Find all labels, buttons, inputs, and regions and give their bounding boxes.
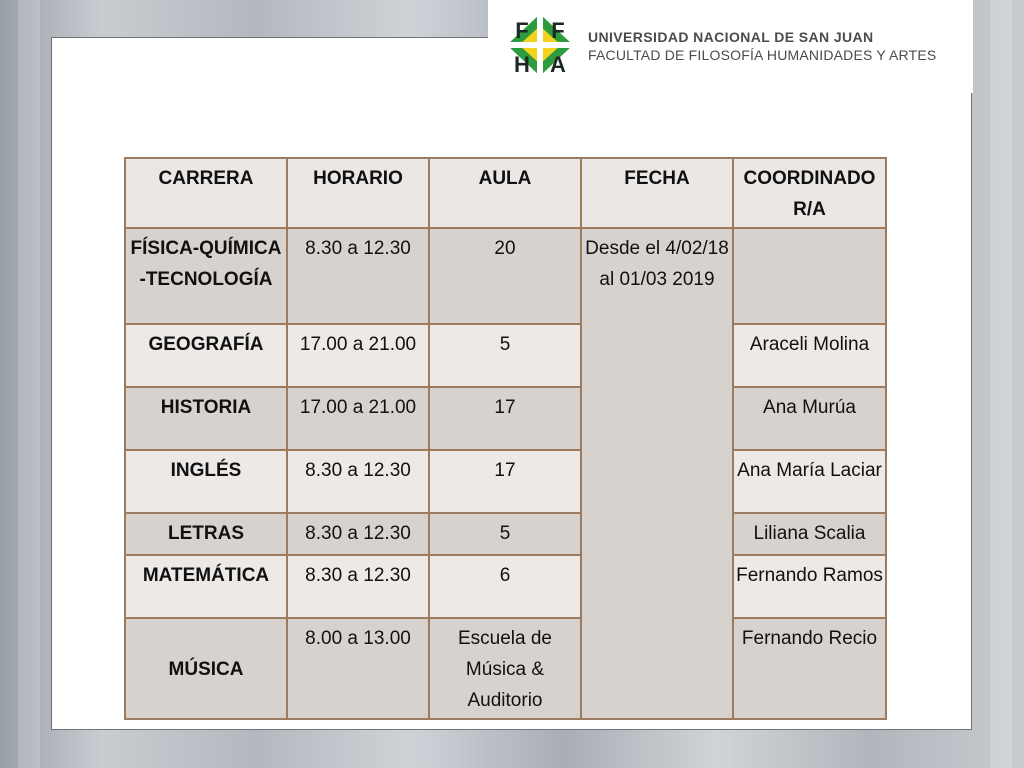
hours-cell: 8.00 a 13.00	[287, 618, 429, 719]
career-cell: HISTORIA	[125, 387, 287, 450]
coordinator-cell: Ana Murúa	[733, 387, 886, 450]
header-coordinator: COORDINADOR/A	[733, 158, 886, 228]
hours-cell: 17.00 a 21.00	[287, 387, 429, 450]
table-row	[125, 324, 886, 387]
header-career: CARRERA	[125, 158, 287, 228]
hours-cell: 8.30 a 12.30	[287, 555, 429, 618]
coordinator-cell: Fernando Recio	[733, 618, 886, 719]
logo-letter: F	[515, 18, 529, 43]
career-cell: MATEMÁTICA	[125, 555, 287, 618]
coordinator-cell: Fernando Ramos	[733, 555, 886, 618]
hours-cell: 8.30 a 12.30	[287, 228, 429, 324]
header-room: AULA	[429, 158, 581, 228]
coordinator-cell: Araceli Molina	[733, 324, 886, 387]
background-stripe	[18, 0, 40, 768]
logo-letter: H	[514, 52, 530, 76]
room-cell: 20	[429, 228, 581, 324]
hours-cell: 17.00 a 21.00	[287, 324, 429, 387]
table-row	[125, 228, 886, 324]
header-date: FECHA	[581, 158, 733, 228]
room-cell: 6	[429, 555, 581, 618]
header-hours: HORARIO	[287, 158, 429, 228]
room-cell: 5	[429, 513, 581, 555]
room-cell: 17	[429, 387, 581, 450]
table-row	[125, 450, 886, 513]
coordinator-cell: Liliana Scalia	[733, 513, 886, 555]
institution-heading	[588, 28, 936, 64]
ffha-logo-icon	[507, 14, 573, 76]
career-cell: LETRAS	[125, 513, 287, 555]
table-row	[125, 618, 886, 719]
table-row	[125, 555, 886, 618]
hours-cell: 8.30 a 12.30	[287, 513, 429, 555]
room-cell: 17	[429, 450, 581, 513]
coordinator-cell	[733, 228, 886, 324]
date-range-cell: Desde el 4/02/18 al 01/03 2019	[581, 228, 733, 719]
schedule-table	[124, 157, 887, 720]
coordinator-cell: Ana María Laciar	[733, 450, 886, 513]
career-cell: GEOGRAFÍA	[125, 324, 287, 387]
university-name: UNIVERSIDAD NACIONAL DE SAN JUAN	[588, 29, 874, 45]
career-cell: INGLÉS	[125, 450, 287, 513]
hours-cell: 8.30 a 12.30	[287, 450, 429, 513]
career-cell: MÚSICA	[125, 618, 287, 719]
table-row	[125, 513, 886, 555]
room-cell: Escuela de Música & Auditorio	[429, 618, 581, 719]
logo-letter: A	[550, 52, 566, 76]
faculty-name: FACULTAD DE FILOSOFÍA HUMANIDADES Y ARTES	[588, 47, 937, 63]
background-stripe	[990, 0, 1012, 768]
career-cell: FÍSICA-QUÍMICA-TECNOLOGÍA	[125, 228, 287, 324]
table-row	[125, 387, 886, 450]
room-cell: 5	[429, 324, 581, 387]
logo-letter: F	[551, 18, 565, 43]
table-header-row	[125, 158, 886, 228]
